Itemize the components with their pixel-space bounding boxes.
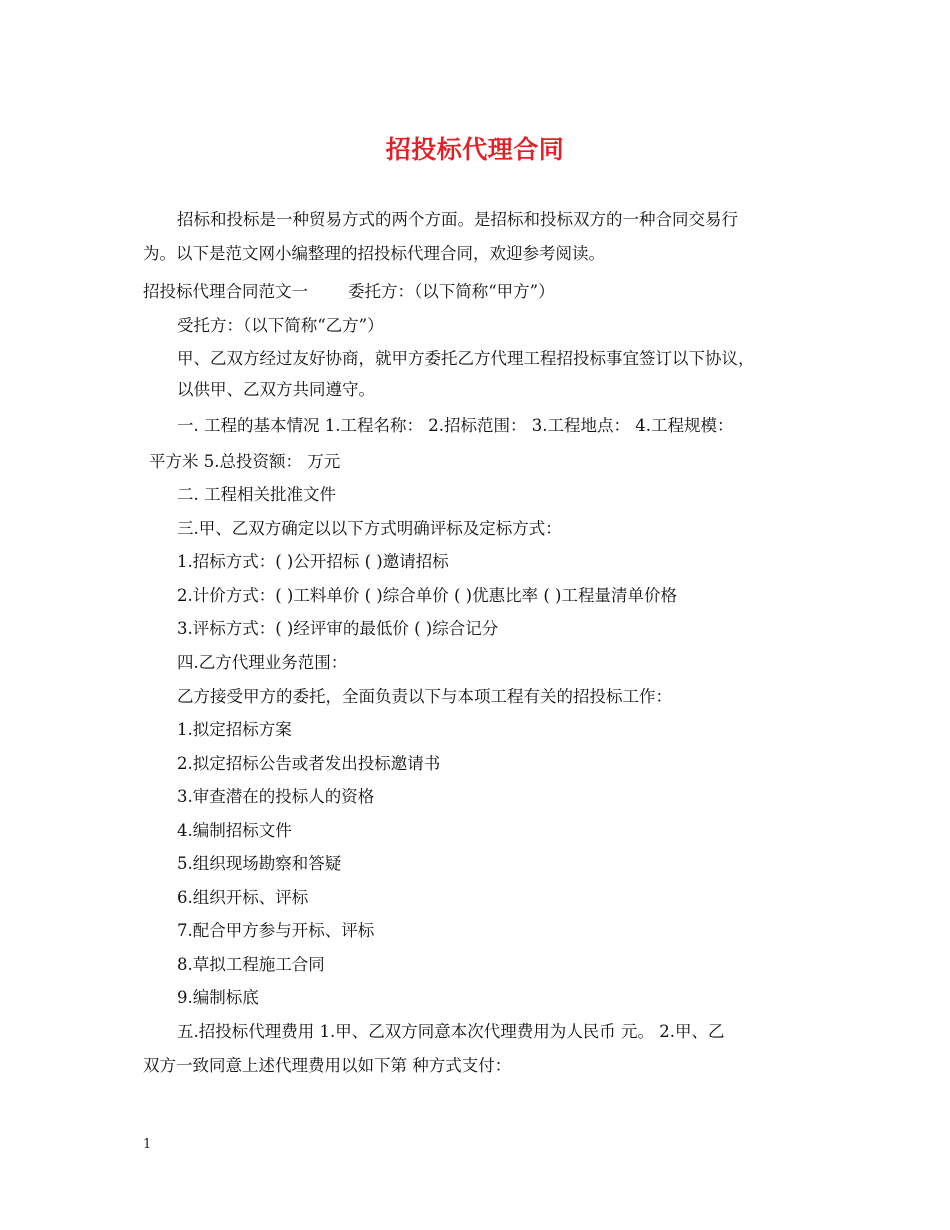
section4-heading: 四.乙方代理业务范围： — [177, 653, 348, 672]
intro-line-2: 为。以下是范文网小编整理的招投标代理合同，欢迎参考阅读。 — [143, 244, 605, 263]
section5-line-1: 五.招投标代理费用 1.甲、乙双方同意本次代理费用为人民币 元。 2.甲、乙 — [177, 1022, 725, 1041]
section4-item: 8.草拟工程施工合同 — [177, 955, 325, 974]
preamble-line-2: 以供甲、乙双方共同遵守。 — [177, 380, 375, 399]
section4-item: 3.审查潜在的投标人的资格 — [177, 787, 375, 806]
section4-item: 1.拟定招标方案 — [177, 720, 292, 739]
trustee-clause: 受托方：（以下简称“乙方”） — [177, 316, 384, 335]
section3-item: 3.评标方式：( )经评审的最低价 ( )综合记分 — [177, 619, 499, 638]
section4-item: 4.编制招标文件 — [177, 821, 292, 840]
section1-line-1: 一. 工程的基本情况 1.工程名称： 2.招标范围： 3.工程地点： 4.工程规模： — [177, 416, 734, 435]
preamble-line-1: 甲、乙双方经过友好协商，就甲方委托乙方代理工程招投标事宜签订以下协议， — [177, 349, 755, 368]
page-number: 1 — [143, 1137, 152, 1152]
section1-line-2: 平方米 5.总投资额： 万元 — [149, 452, 341, 471]
sample-and-entruster-line — [143, 281, 555, 303]
section3-item: 1.招标方式：( )公开招标 ( )邀请招标 — [177, 552, 449, 571]
entruster-clause: 委托方：（以下简称“甲方”） — [348, 282, 555, 301]
document-title: 招投标代理合同 — [385, 135, 565, 164]
section4-item: 7.配合甲方参与开标、评标 — [177, 921, 375, 940]
section4-item: 5.组织现场勘察和答疑 — [177, 854, 342, 873]
section3-item: 2.计价方式：( )工料单价 ( )综合单价 ( )优惠比率 ( )工程量清单价格 — [177, 586, 677, 605]
section2-heading: 二. 工程相关批准文件 — [177, 485, 336, 504]
section4-item: 2.拟定招标公告或者发出投标邀请书 — [177, 754, 441, 773]
section4-intro: 乙方接受甲方的委托，全面负责以下与本项工程有关的招投标工作： — [177, 687, 672, 706]
intro-line-1: 招标和投标是一种贸易方式的两个方面。是招标和投标双方的一种合同交易行 — [177, 210, 738, 229]
section3-heading: 三.甲、乙双方确定以以下方式明确评标及定标方式： — [177, 519, 562, 538]
section5-line-2: 双方一致同意上述代理费用以如下第 种方式支付： — [143, 1056, 512, 1075]
sample-label: 招投标代理合同范文一 — [143, 282, 308, 301]
section4-item: 6.组织开标、评标 — [177, 888, 309, 907]
section4-item: 9.编制标底 — [177, 988, 259, 1007]
